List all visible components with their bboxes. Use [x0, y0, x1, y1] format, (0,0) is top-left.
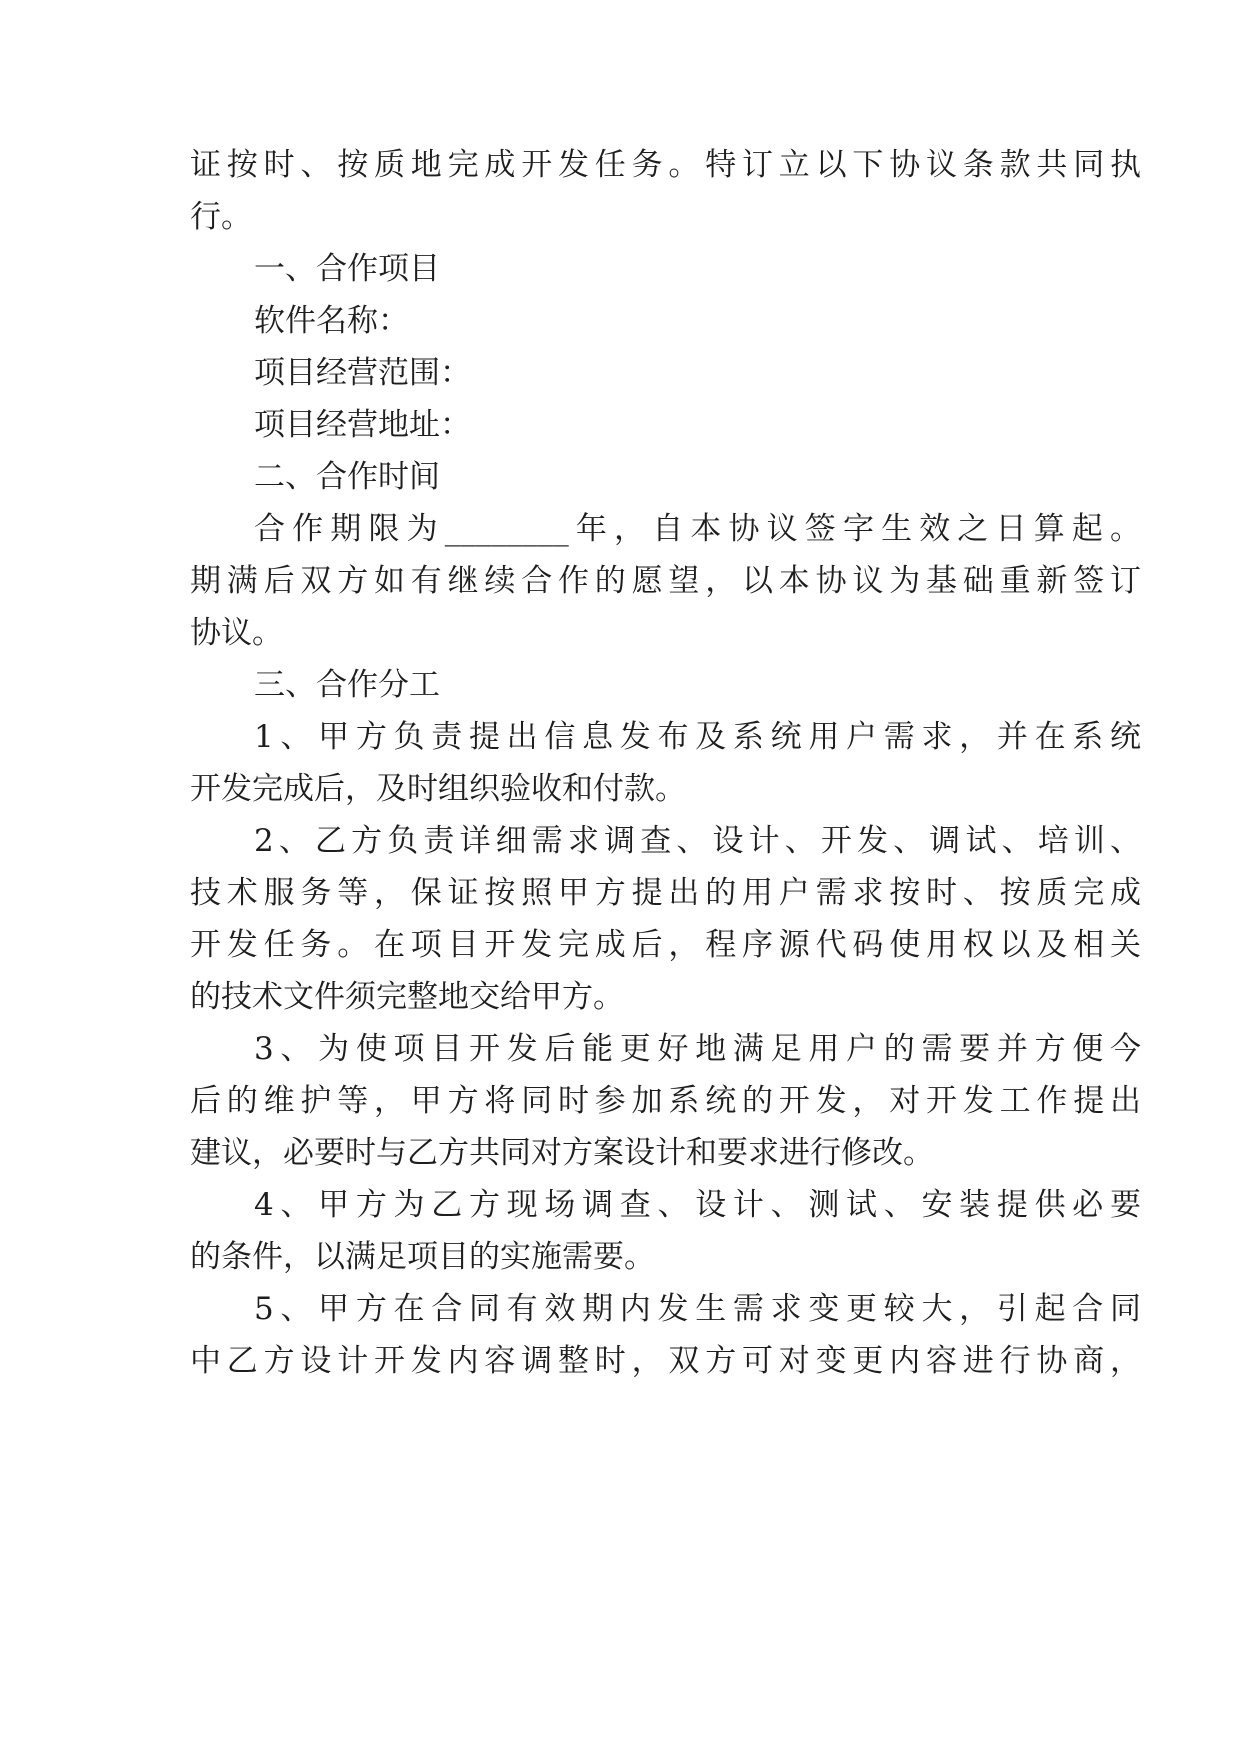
paragraph-line: 技术服务等，保证按照甲方提出的用户需求按时、按质完成: [190, 875, 1141, 911]
section-heading-cooperation-project: 一、合作项目: [254, 251, 440, 287]
field-label-software-name: 软件名称：: [254, 303, 409, 339]
paragraph-line: 协议。: [190, 615, 283, 651]
document-body: [190, 0, 1141, 1754]
paragraph-line: 2、乙方负责详细需求调查、设计、开发、调试、培训、: [254, 823, 1141, 859]
paragraph-line: 证按时、按质地完成开发任务。特订立以下协议条款共同执: [190, 147, 1141, 183]
field-label-business-scope: 项目经营范围：: [254, 355, 471, 391]
paragraph-line: 开发完成后，及时组织验收和付款。: [190, 771, 686, 807]
paragraph-line: 中乙方设计开发内容调整时，双方可对变更内容进行协商，: [190, 1343, 1141, 1379]
section-heading-division-of-work: 三、合作分工: [254, 667, 440, 703]
paragraph-line: 合作期限为________年，自本协议签字生效之日算起。: [254, 511, 1141, 547]
paragraph-line: 的技术文件须完整地交给甲方。: [190, 979, 624, 1015]
paragraph-line: 后的维护等，甲方将同时参加系统的开发，对开发工作提出: [190, 1083, 1141, 1119]
paragraph-line: 的条件，以满足项目的实施需要。: [190, 1239, 655, 1275]
paragraph-line: 3、为使项目开发后能更好地满足用户的需要并方便今: [254, 1031, 1141, 1067]
section-heading-cooperation-time: 二、合作时间: [254, 459, 440, 495]
paragraph-line: 4、甲方为乙方现场调查、设计、测试、安装提供必要: [254, 1187, 1141, 1223]
field-label-business-address: 项目经营地址：: [254, 407, 471, 443]
paragraph-line: 行。: [190, 199, 252, 235]
paragraph-line: 5、甲方在合同有效期内发生需求变更较大，引起合同: [254, 1291, 1141, 1327]
paragraph-line: 1、甲方负责提出信息发布及系统用户需求，并在系统: [254, 719, 1141, 755]
paragraph-line: 建议，必要时与乙方共同对方案设计和要求进行修改。: [190, 1135, 934, 1171]
paragraph-line: 开发任务。在项目开发完成后，程序源代码使用权以及相关: [190, 927, 1141, 963]
paragraph-line: 期满后双方如有继续合作的愿望，以本协议为基础重新签订: [190, 563, 1141, 599]
